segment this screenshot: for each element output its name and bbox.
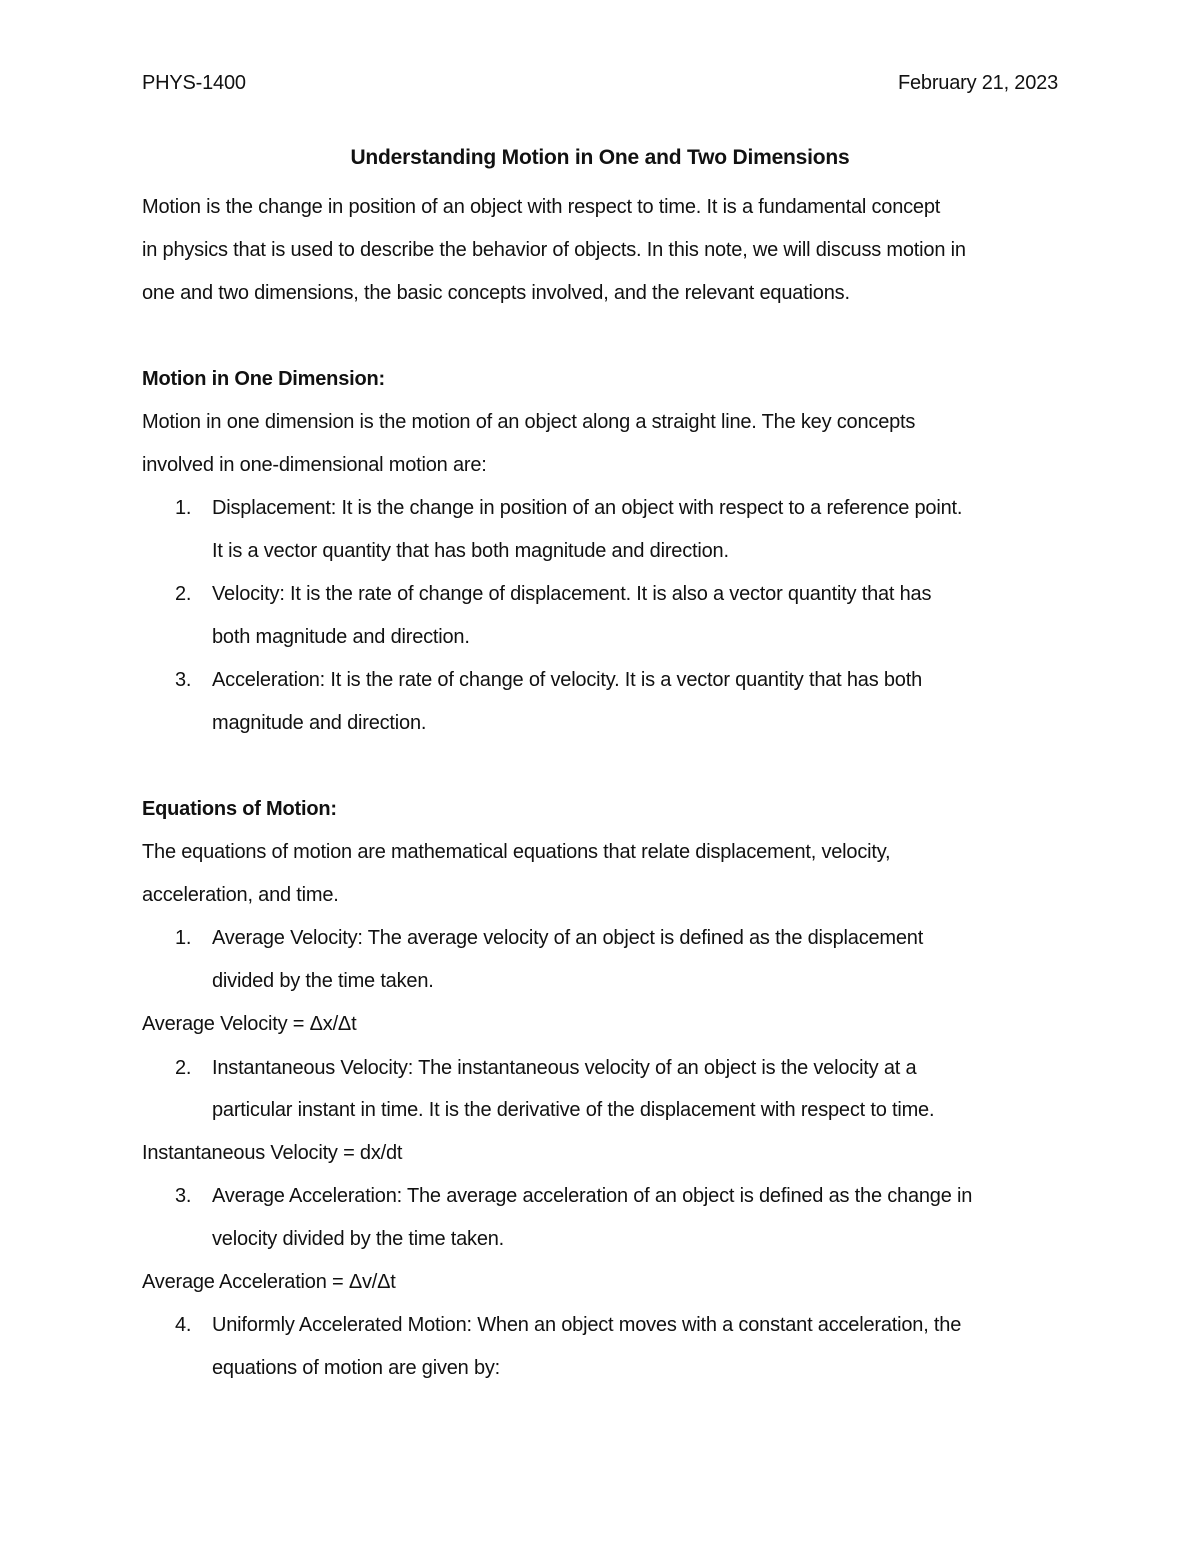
list-item-displacement-line-1: Displacement: It is the change in position of an object with respect to a reference point. [212,497,963,519]
section-heading-equations: Equations of Motion: [142,798,337,820]
list-number: 3. [175,1185,192,1207]
section1-line-1: Motion in one dimension is the motion of an object along a straight line. The key concepts [142,411,916,433]
list-number: 1. [175,927,192,949]
list-item-displacement-line-2: It is a vector quantity that has both magnitude and direction. [212,540,729,562]
section1-line-2: involved in one-dimensional motion are: [142,454,487,476]
list-item-acceleration-line-2: magnitude and direction. [212,712,427,734]
section2-line-1: The equations of motion are mathematical equations that relate displacement, velocity, [142,841,891,863]
equation-average-velocity: Average Velocity = Δx/Δt [142,1013,357,1035]
list-item-velocity-line-1: Velocity: It is the rate of change of displacement. It is also a vector quantity that has [212,583,932,605]
course-code: PHYS-1400 [142,72,246,94]
section2-line-2: acceleration, and time. [142,884,339,906]
list-item-uniform-acceleration-line-1: Uniformly Accelerated Motion: When an object moves with a constant acceleration, the [212,1314,962,1336]
list-number: 2. [175,583,192,605]
equation-average-acceleration: Average Acceleration = Δv/Δt [142,1271,396,1293]
list-number: 2. [175,1057,192,1079]
intro-line-2: in physics that is used to describe the behavior of objects. In this note, we will discuss motion in [142,239,966,261]
list-item-average-acceleration-line-1: Average Acceleration: The average acceleration of an object is defined as the change in [212,1185,973,1207]
equation-instantaneous-velocity: Instantaneous Velocity = dx/dt [142,1142,403,1164]
list-item-instantaneous-velocity-line-2: particular instant in time. It is the derivative of the displacement with respect to time. [212,1099,935,1121]
document-date: February 21, 2023 [897,72,1058,94]
list-item-average-acceleration-line-2: velocity divided by the time taken. [212,1228,505,1250]
document-title: Understanding Motion in One and Two Dimensions [350,146,850,169]
intro-line-1: Motion is the change in position of an object with respect to time. It is a fundamental concept [142,196,941,218]
list-item-average-velocity-line-1: Average Velocity: The average velocity of an object is defined as the displacement [212,927,924,949]
list-item-instantaneous-velocity-line-1: Instantaneous Velocity: The instantaneous velocity of an object is the velocity at a [212,1057,917,1079]
section-heading-one-dimension: Motion in One Dimension: [142,368,385,390]
intro-line-3: one and two dimensions, the basic concepts involved, and the relevant equations. [142,282,850,304]
list-number: 3. [175,669,192,691]
list-item-acceleration-line-1: Acceleration: It is the rate of change of velocity. It is a vector quantity that has both [212,669,923,691]
list-number: 1. [175,497,192,519]
list-item-uniform-acceleration-line-2: equations of motion are given by: [212,1357,501,1379]
list-item-average-velocity-line-2: divided by the time taken. [212,970,434,992]
list-item-velocity-line-2: both magnitude and direction. [212,626,470,648]
list-number: 4. [175,1314,192,1336]
